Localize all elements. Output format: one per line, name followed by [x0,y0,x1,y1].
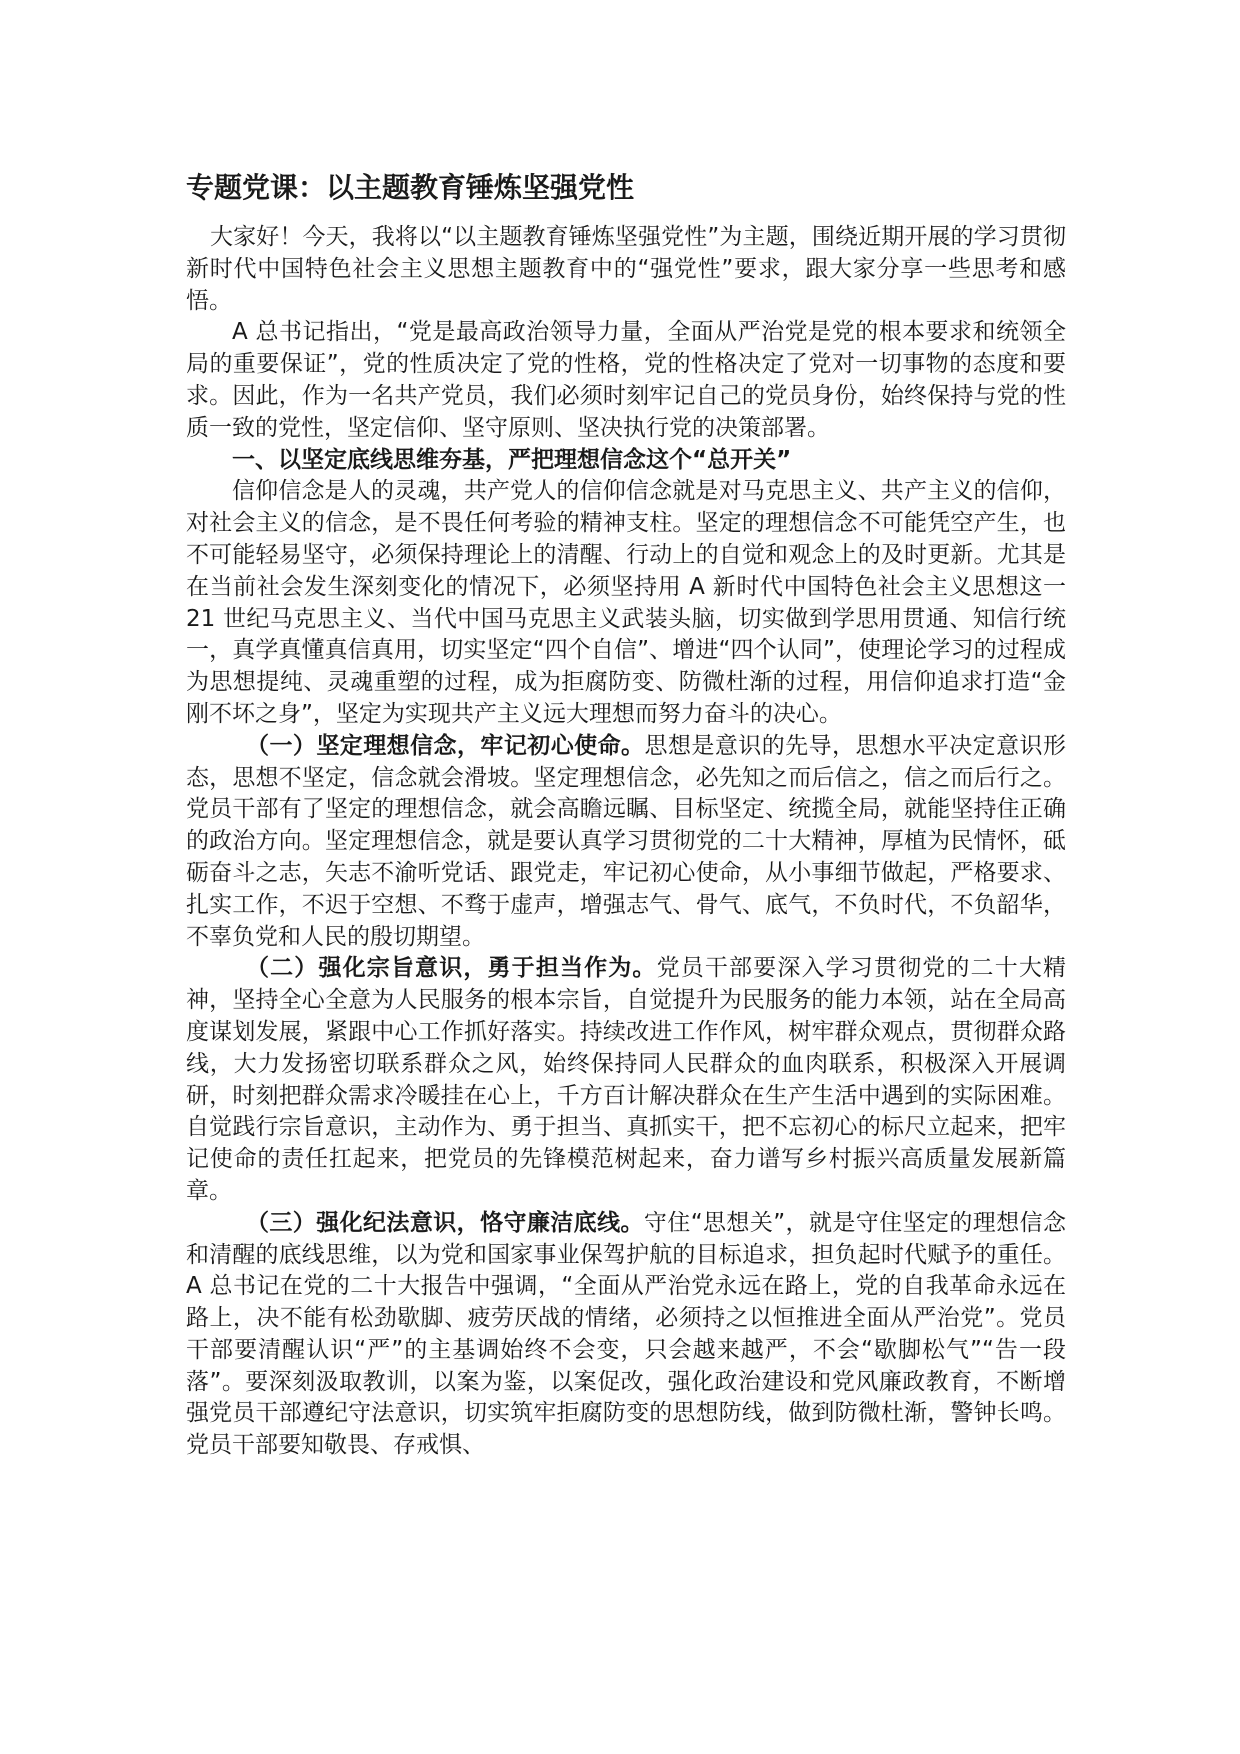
subsection-2-body: 党员干部要深入学习贯彻党的二十大精神，坚持全心全意为人民服务的根本宗旨，自觉提升为民服务的能力本领，站在全局高度谋划发展，紧跟中心工作抓好落实。持续改进工作作风，树牢群众观点，贯彻群众路线，大力发扬密切联系群众之风，始终保持同人民群众的血肉联系，积极深入开展调研，时刻把群众需求冷暖挂在心上，千方百计解决群众在生产生活中遇到的实际困难。自觉践行宗旨意识，主动作为、勇于担当、真抓实干，把不忘初心的标尺立起来，把牢记使命的责任扛起来，把党员的先锋模范树起来，奋力谱写乡村振兴高质量发展新篇章。 [186,955,1067,1204]
subsection-1-lead: （一）坚定理想信念，牢记初心使命。 [246,732,645,759]
section-1-body: 信仰信念是人的灵魂，共产党人的信仰信念就是对马克思主义、共产主义的信仰，对社会主义的信念，是不畏任何考验的精神支柱。坚定的理想信念不可能凭空产生，也不可能轻易坚守，必须保持理论上的清醒、行动上的自觉和观念上的及时更新。尤其是在当前社会发生深刻变化的情况下，必须坚持用 A 新时代中国特色社会主义思想这一 21 世纪马克思主义、当代中国马克思主义武装头脑，切实做到学思用贯通、知信行统一，真学真懂真信真用，切实坚定“四个自信”、增进“四个认同”，使理论学习的过程成为思想提纯、灵魂重塑的过程，成为拒腐防变、防微杜渐的过程，用信仰追求打造“金刚不坏之身”，坚定为实现共产主义远大理想而努力奋斗的决心。 [186,478,1066,727]
subsection-1-body: 思想是意识的先导，思想水平决定意识形态，思想不坚定，信念就会滑坡。坚定理想信念，必先知之而后信之，信之而后行之。党员干部有了坚定的理想信念，就会高瞻远瞩、目标坚定、统揽全局，就能坚持住正确的政治方向。坚定理想信念，就是要认真学习贯彻党的二十大精神，厚植为民情怀，砥砺奋斗之志，矢志不渝听党话、跟党走，牢记初心使命，从小事细节做起，严格要求、扎实工作，不迟于空想、不骛于虚声，增强志气、骨气、底气，不负时代，不负韶华，不辜负党和人民的殷切期望。 [186,732,1067,950]
document-title: 专题党课：以主题教育锤炼坚强党性 [186,171,635,204]
subsection-3-lead: （三）强化纪法意识，恪守廉洁底线。 [246,1209,644,1236]
intro-paragraph: 大家好！今天，我将以“以主题教育锤炼坚强党性”为主题，围绕近期开展的学习贯彻新时代中国特色社会主义思想主题教育中的“强党性”要求，跟大家分享一些思考和感悟。 [186,224,1066,314]
document-page [186,168,1066,1462]
subsection-1 [186,731,1066,954]
paragraph-quote: A 总书记指出，“党是最高政治领导力量，全面从严治党是党的根本要求和统领全局的重要保证”，党的性质决定了党的性格，党的性格决定了党对一切事物的态度和要求。因此，作为一名共产党员，我们必须时刻牢记自己的党员身份，始终保持与党的性质一致的党性，坚定信仰、坚守原则、坚决执行党的决策部署。 [186,319,1066,441]
subsection-3 [186,1208,1066,1462]
subsection-3-body: 守住“思想关”，就是守住坚定的理想信念和清醒的底线思维，以为党和国家事业保驾护航的目标追求，担负起时代赋予的重任。A 总书记在党的二十大报告中强调，“全面从严治党永远在路上，党的自我革命永远在路上，决不能有松劲歇脚、疲劳厌战的情绪，必须持之以恒推进全面从严治党”。党员干部要清醒认识“严”的主基调始终不会变，只会越来越严，不会“歇脚松气”“告一段落”。要深刻汲取教训，以案为鉴，以案促改，强化政治建设和党风廉政教育，不断增强党员干部遵纪守法意识，切实筑牢拒腐防变的思想防线，做到防微杜渐，警钟长鸣。党员干部要知敬畏、存戒惧、 [186,1209,1067,1459]
section-heading-1: 一、以坚定底线思维夯基，严把理想信念这个“总开关” [232,446,792,473]
subsection-2-lead: （二）强化宗旨意识，勇于担当作为。 [246,955,657,982]
subsection-2 [186,953,1066,1207]
